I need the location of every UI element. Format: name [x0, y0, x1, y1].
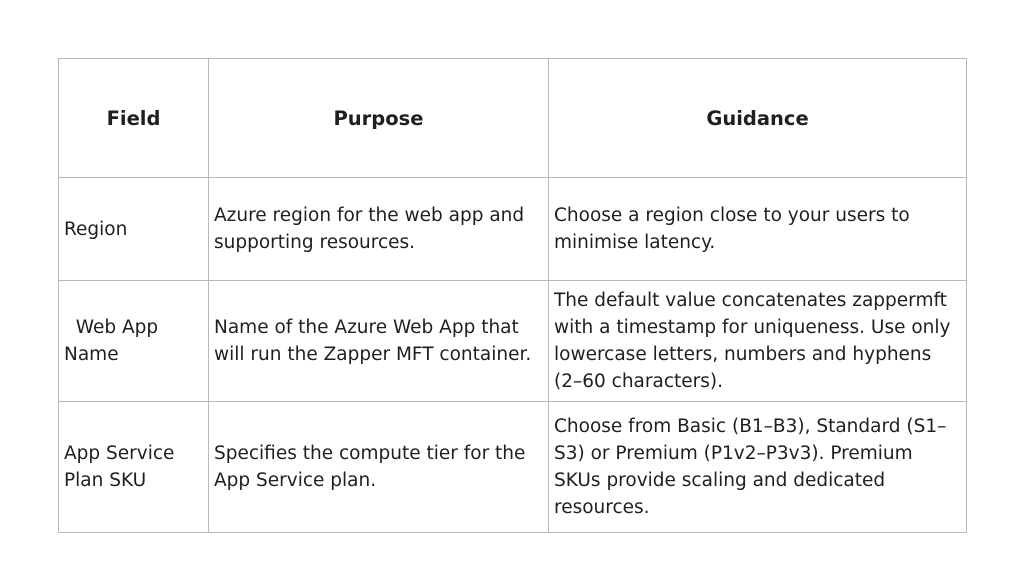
row-guidance-text: The default value concatenates zappermft with a timestamp for uniqueness. Use only lowercase letters, numbers and hyphens (2–60 characters).	[554, 290, 951, 392]
row-purpose-cell	[209, 178, 549, 281]
row-field-text: Web App Name	[64, 317, 159, 365]
header-field: Field	[59, 59, 209, 178]
row-purpose-text: Name of the Azure Web App that will run the Zapper MFT container.	[214, 317, 532, 365]
table-row	[59, 281, 967, 402]
row-purpose-text: Azure region for the web app and supporting resources.	[214, 205, 525, 253]
row-purpose-cell	[209, 281, 549, 402]
row-field-cell	[59, 402, 209, 533]
row-purpose-text: Specifies the compute tier for the App Service plan.	[214, 443, 526, 491]
row-guidance-text: Choose a region close to your users to minimise latency.	[554, 205, 910, 253]
data-table	[58, 58, 967, 533]
header-guidance: Guidance	[549, 59, 967, 178]
row-field-cell	[59, 178, 209, 281]
row-field-text: App Service Plan SKU	[64, 443, 175, 491]
row-guidance-text: Choose from Basic (B1–B3), Standard (S1– S3) or Premium (P1v2–P3v3). Premium SKUs provide scaling and dedicated resources.	[554, 416, 947, 518]
table-header-row	[59, 59, 967, 178]
row-guidance-cell	[549, 178, 967, 281]
table-row	[59, 402, 967, 533]
row-guidance-cell	[549, 402, 967, 533]
row-field-text: Region	[64, 218, 128, 240]
row-field-cell	[59, 281, 209, 402]
table-row	[59, 178, 967, 281]
header-purpose: Purpose	[209, 59, 549, 178]
row-guidance-cell	[549, 281, 967, 402]
row-purpose-cell	[209, 402, 549, 533]
